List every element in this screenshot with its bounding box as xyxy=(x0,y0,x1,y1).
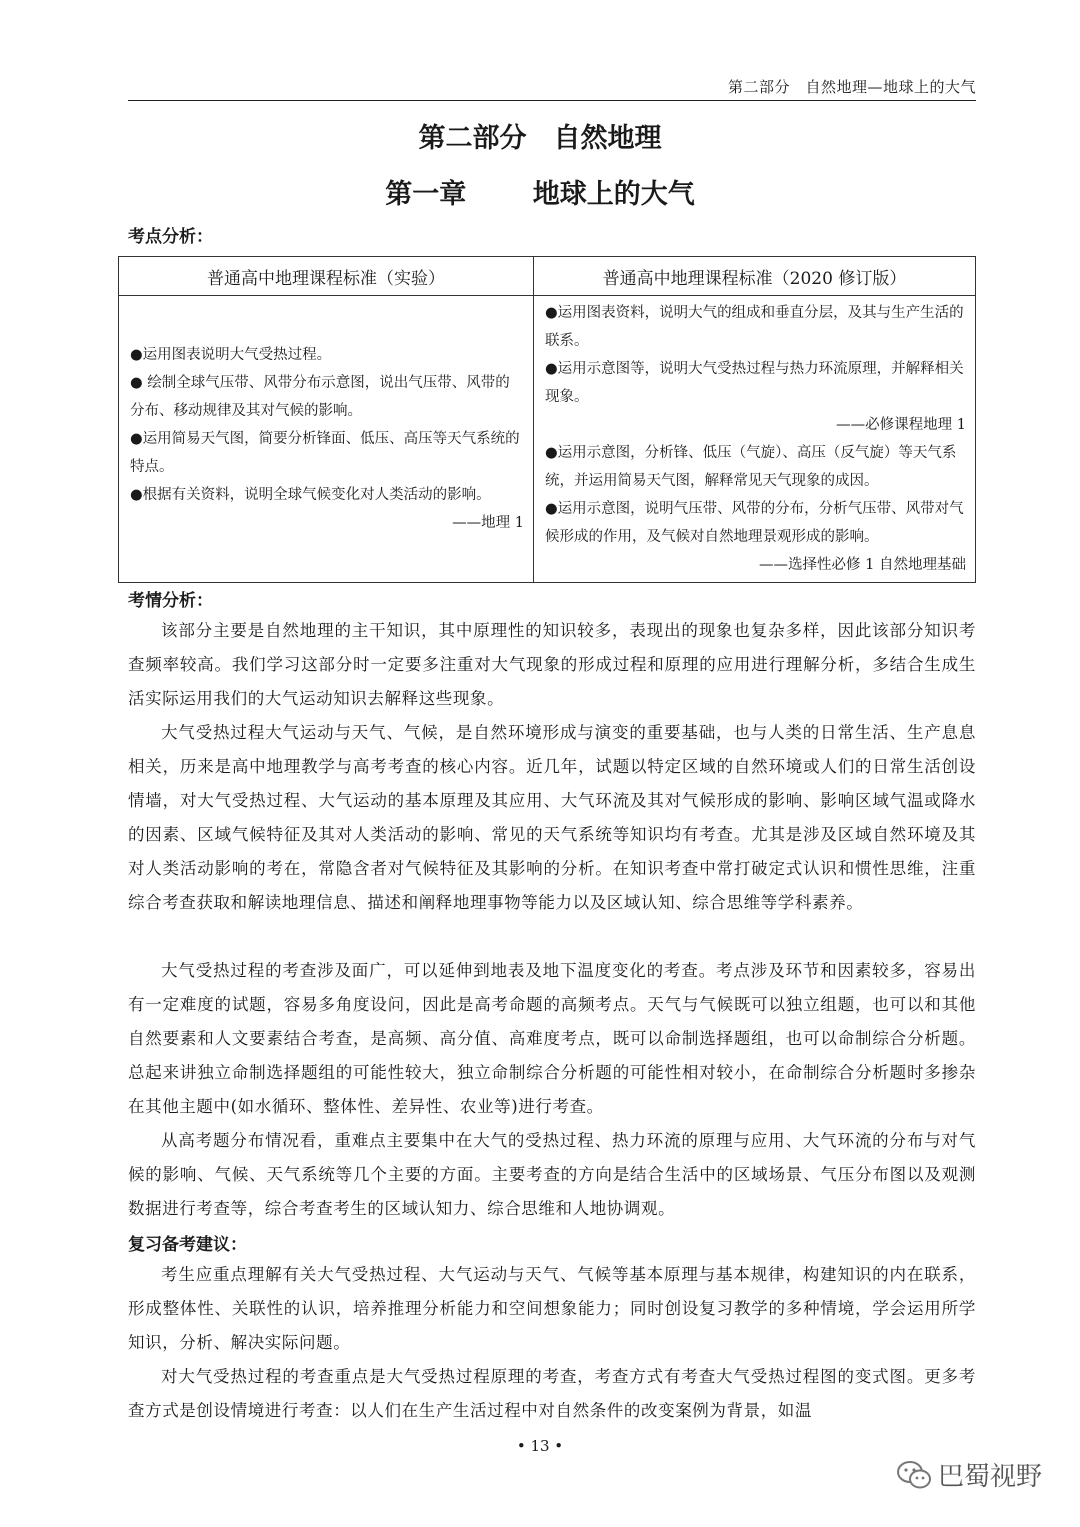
body-paragraph: 对大气受热过程的考查重点是大气受热过程原理的考查，考查方式有考查大气受热过程图的变式图。更多考查方式是创设情境进行考查：以人们在生产生活过程中对自然条件的改变案例为背景，如温 xyxy=(128,1367,976,1420)
table-cell-right xyxy=(534,296,976,583)
section-heading-kaoqing: 考情分析： xyxy=(128,591,213,611)
list-item: ● 绘制全球气压带、风带分布示意图，说出气压带、风带的分布、移动规律及其对气候的影响。 xyxy=(130,375,510,419)
header-rule xyxy=(128,100,976,101)
table-body-row xyxy=(119,296,976,583)
table-header-row xyxy=(119,257,976,296)
watermark-text: 巴蜀视野 xyxy=(938,1462,1043,1492)
chapter-title: 第一章 地球上的大气 xyxy=(385,179,695,210)
body-paragraph: 该部分主要是自然地理的主干知识，其中原理性的知识较多，表现出的现象也复杂多样，因此该部分知识考查频率较高。我们学习这部分时一定要多注重对大气现象的形成过程和原理的应用进行理解分析，多结合生成生活实际运用我们的大气运动知识去解释这些现象。 xyxy=(128,621,976,708)
list-item: ●根据有关资料，说明全球气候变化对人类活动的影响。 xyxy=(130,487,491,503)
list-item: ●运用示意图，分析锋、低压（气旋）、高压（反气旋）等天气系统，并运用简易天气图，解释常见天气现象的成因。 xyxy=(545,445,957,489)
source-note: ——选择性必修 1 自然地理基础 xyxy=(759,557,966,573)
list-item: ●运用示意图，说明气压带、风带的分布，分析气压带、风带对气候形成的作用，及气候对自然地理景观形成的影响。 xyxy=(545,501,964,545)
body-paragraph: 大气受热过程的考查涉及面广，可以延伸到地表及地下温度变化的考查。考点涉及环节和因素较多，容易出有一定难度的试题，容易多角度设问，因此是高考命题的高频考点。天气与气候既可以独立组题，也可以和其他自然要素和人文要素结合考查，是高频、高分值、高难度考点，既可以命制选择题组，也可以命制综合分析题。总起来讲独立命制选择题组的可能性较大，独立命制综合分析题的可能性相对较小，在命制综合分析题时多掺杂在其他主题中(如水循环、整体性、差异性、农业等)进行考查。 xyxy=(128,961,976,1116)
body-paragraph: 考生应重点理解有关大气受热过程、大气运动与天气、气候等基本原理与基本规律，构建知识的内在联系，形成整体性、关联性的认识，培养推理分析能力和空间想象能力；同时创设复习教学的多种情境，学会运用所学知识，分析、解决实际问题。 xyxy=(128,1265,976,1352)
source-note: ——必修课程地理 1 xyxy=(836,417,966,433)
list-item: ●运用图表说明大气受热过程。 xyxy=(130,347,332,363)
table-cell-left xyxy=(119,296,534,583)
page-number: • 13 • xyxy=(516,1437,564,1455)
table-header-cell: 普通高中地理课程标准（2020 修订版） xyxy=(534,257,976,296)
body-paragraph: 从高考题分布情况看，重难点主要集中在大气的受热过程、热力环流的原理与应用、大气环流的分布与对气候的影响、气候、天气系统等几个主要的方面。主要考查的方向是结合生活中的区域场景、气压分布图以及观测数据进行考查等，综合考查考生的区域认知力、综合思维和人地协调观。 xyxy=(128,1131,976,1218)
table-header-cell: 普通高中地理课程标准（实验） xyxy=(119,257,534,296)
body-paragraph: 大气受热过程大气运动与天气、气候，是自然环境形成与演变的重要基础，也与人类的日常生活、生产息息相关，历来是高中地理教学与高考考查的核心内容。近几年，试题以特定区域的自然环境或人们的日常生活创设情墙，对大气受热过程、大气运动的基本原理及其应用、大气环流及其对气候形成的影响、影响区域气温或降水的因素、区域气候特征及其对人类活动的影响、常见的天气系统等知识均有考查。尤其是涉及区域自然环境及其对人类活动影响的考在，常隐含者对气候特征及其影响的分析。在知识考查中常打破定式认识和惯性思维，注重综合考查获取和解读地理信息、描述和阐释地理事物等能力以及区域认知、综合思维等学科素养。 xyxy=(128,723,976,912)
running-header: 第二部分 自然地理—地球上的大气 xyxy=(727,78,976,96)
source-note: ——地理 1 xyxy=(452,515,524,531)
list-item: ●运用图表资料，说明大气的组成和垂直分层，及其与生产生活的联系。 xyxy=(545,305,964,349)
part-title: 第二部分 自然地理 xyxy=(418,123,662,154)
list-item: ●运用示意图等，说明大气受热过程与热力环流原理，并解释相关现象。 xyxy=(545,361,964,405)
wechat-icon xyxy=(896,1460,932,1490)
standards-table xyxy=(118,256,976,583)
section-heading-fuxi: 复习备考建议： xyxy=(128,1235,247,1255)
watermark xyxy=(896,1456,1042,1493)
section-heading-kaodian: 考点分析： xyxy=(128,227,213,247)
list-item: ●运用简易天气图，简要分析锋面、低压、高压等天气系统的特点。 xyxy=(130,431,520,475)
